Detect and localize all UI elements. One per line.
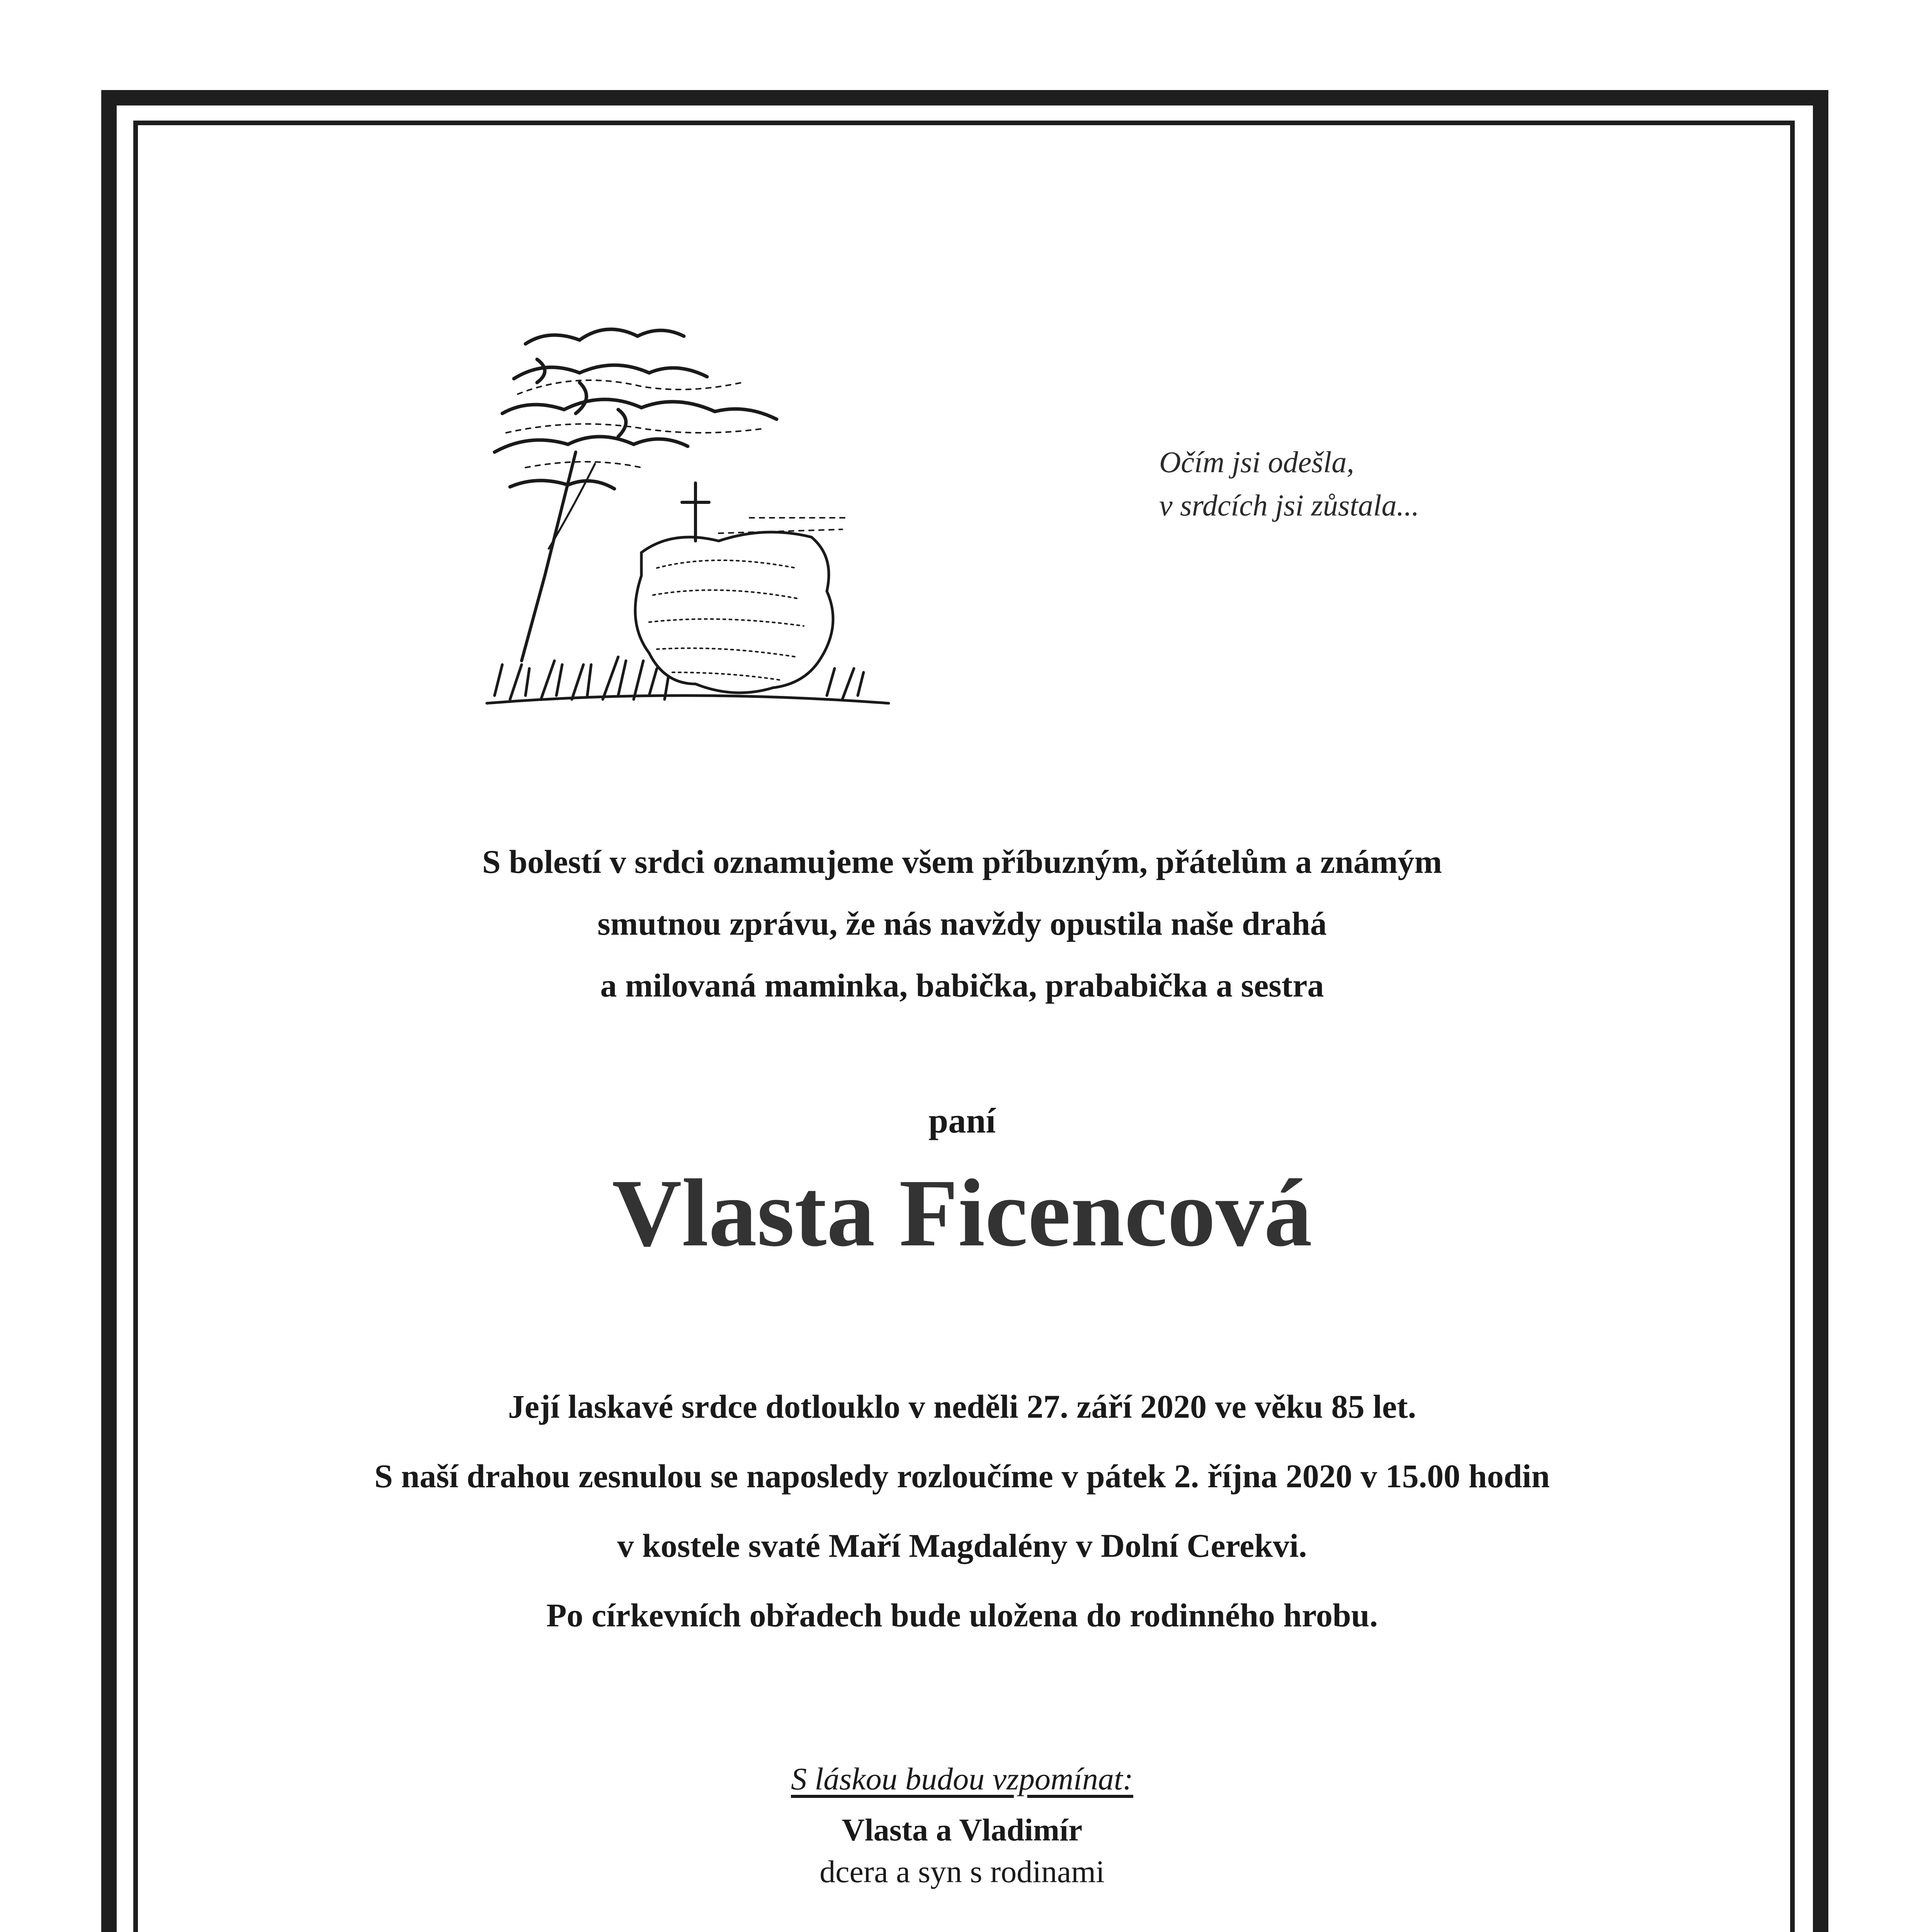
details-line-3: v kostele svaté Maří Magdalény v Dolní Cerekvi. — [617, 1527, 1307, 1564]
mourner-group — [155, 1809, 1770, 1893]
mourner-relation: dcera a syn s rodinami — [820, 1854, 1105, 1889]
mourners-section — [155, 1758, 1770, 1932]
landscape-tree-cross-icon — [479, 286, 904, 719]
details-line-4: Po církevních obřadech bude uložena do rodinného hrobu. — [546, 1597, 1378, 1634]
mourners-heading: S láskou budou vzpomínat: — [791, 1761, 1133, 1796]
details-line-2: S naší drahou zesnulou se naposledy rozloučíme v pátek 2. října 2020 v 15.00 hodin — [374, 1458, 1550, 1495]
intro-line-2: smutnou zprávu, že nás navždy opustila naše drahá — [597, 905, 1327, 942]
mourner-name: Vlasta a Vladimír — [842, 1812, 1083, 1847]
motto — [1159, 440, 1419, 527]
mourner-group — [155, 1930, 1770, 1932]
mourner-name — [155, 1930, 1770, 1932]
funeral-details — [155, 1372, 1770, 1650]
intro-line-3: a milovaná maminka, babička, prababička a sestra — [600, 967, 1324, 1004]
announcement-intro — [155, 831, 1770, 1016]
honorific: paní — [928, 1101, 996, 1140]
deceased-name: Vlasta Ficencová — [612, 1160, 1313, 1267]
motto-line-1: Očím jsi odešla, — [1159, 445, 1354, 479]
motto-line-2: v srdcích jsi zůstala... — [1159, 488, 1420, 522]
intro-line-1: S bolestí v srdci oznamujeme všem příbuzným, přátelům a známým — [482, 843, 1442, 880]
inner-mourning-border — [133, 121, 1795, 1932]
details-line-1: Její laskavé srdce dotlouklo v neděli 27. září 2020 ve věku 85 let. — [508, 1388, 1416, 1425]
